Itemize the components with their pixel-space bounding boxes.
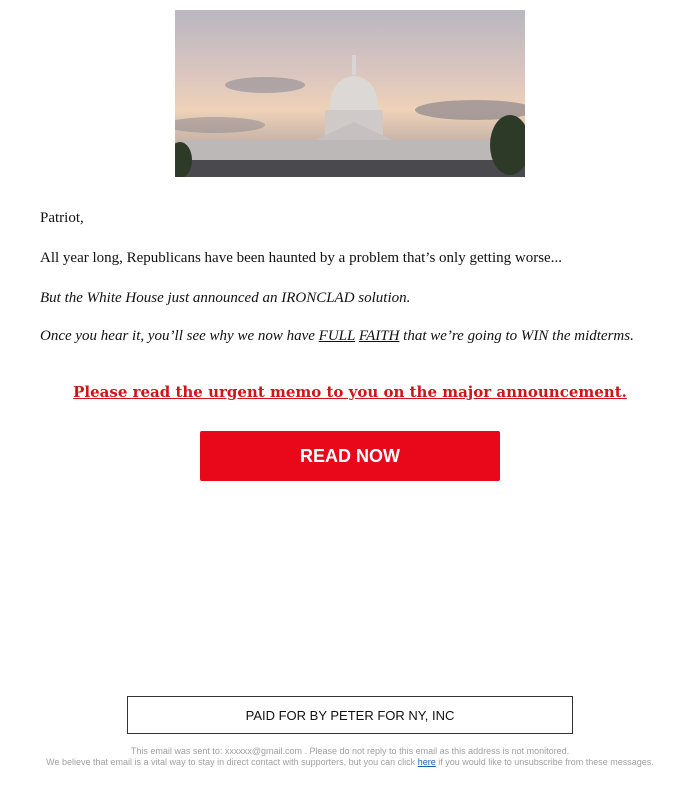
full-text: FULL [318, 328, 356, 344]
capitol-hero-image [175, 10, 525, 177]
footer [45, 746, 655, 768]
faith-text: FAITH [358, 328, 400, 344]
footer-text-end: if you would like to unsubscribe from these messages. [435, 757, 654, 767]
read-now-button[interactable]: READ NOW [200, 431, 500, 481]
footer-text: We believe that email is a vital way to stay in direct contact with supporters, but you can click [46, 757, 418, 767]
greeting: Patriot, [40, 210, 84, 226]
p3-text: Once you hear it, you’ll see why we now have [40, 328, 319, 344]
paid-for-disclaimer: PAID FOR BY PETER FOR NY, INC [127, 696, 573, 734]
memo-link[interactable]: Please read the urgent memo to you on the major announcement. [73, 383, 627, 401]
unsubscribe-link[interactable]: here [417, 757, 436, 767]
paragraph-1: All year long, Republicans have been haunted by a problem that’s only getting worse... [40, 250, 562, 266]
p3-text-end: that we’re going to WIN the midterms. [399, 328, 634, 344]
footer-line-1: This email was sent to: xxxxxx@gmail.com . Please do not reply to this email as this address is not monitored. [130, 746, 570, 756]
paragraph-3 [40, 327, 660, 346]
paragraph-2: But the White House just announced an IRONCLAD solution. [40, 290, 411, 306]
footer-line-2 [45, 757, 655, 768]
